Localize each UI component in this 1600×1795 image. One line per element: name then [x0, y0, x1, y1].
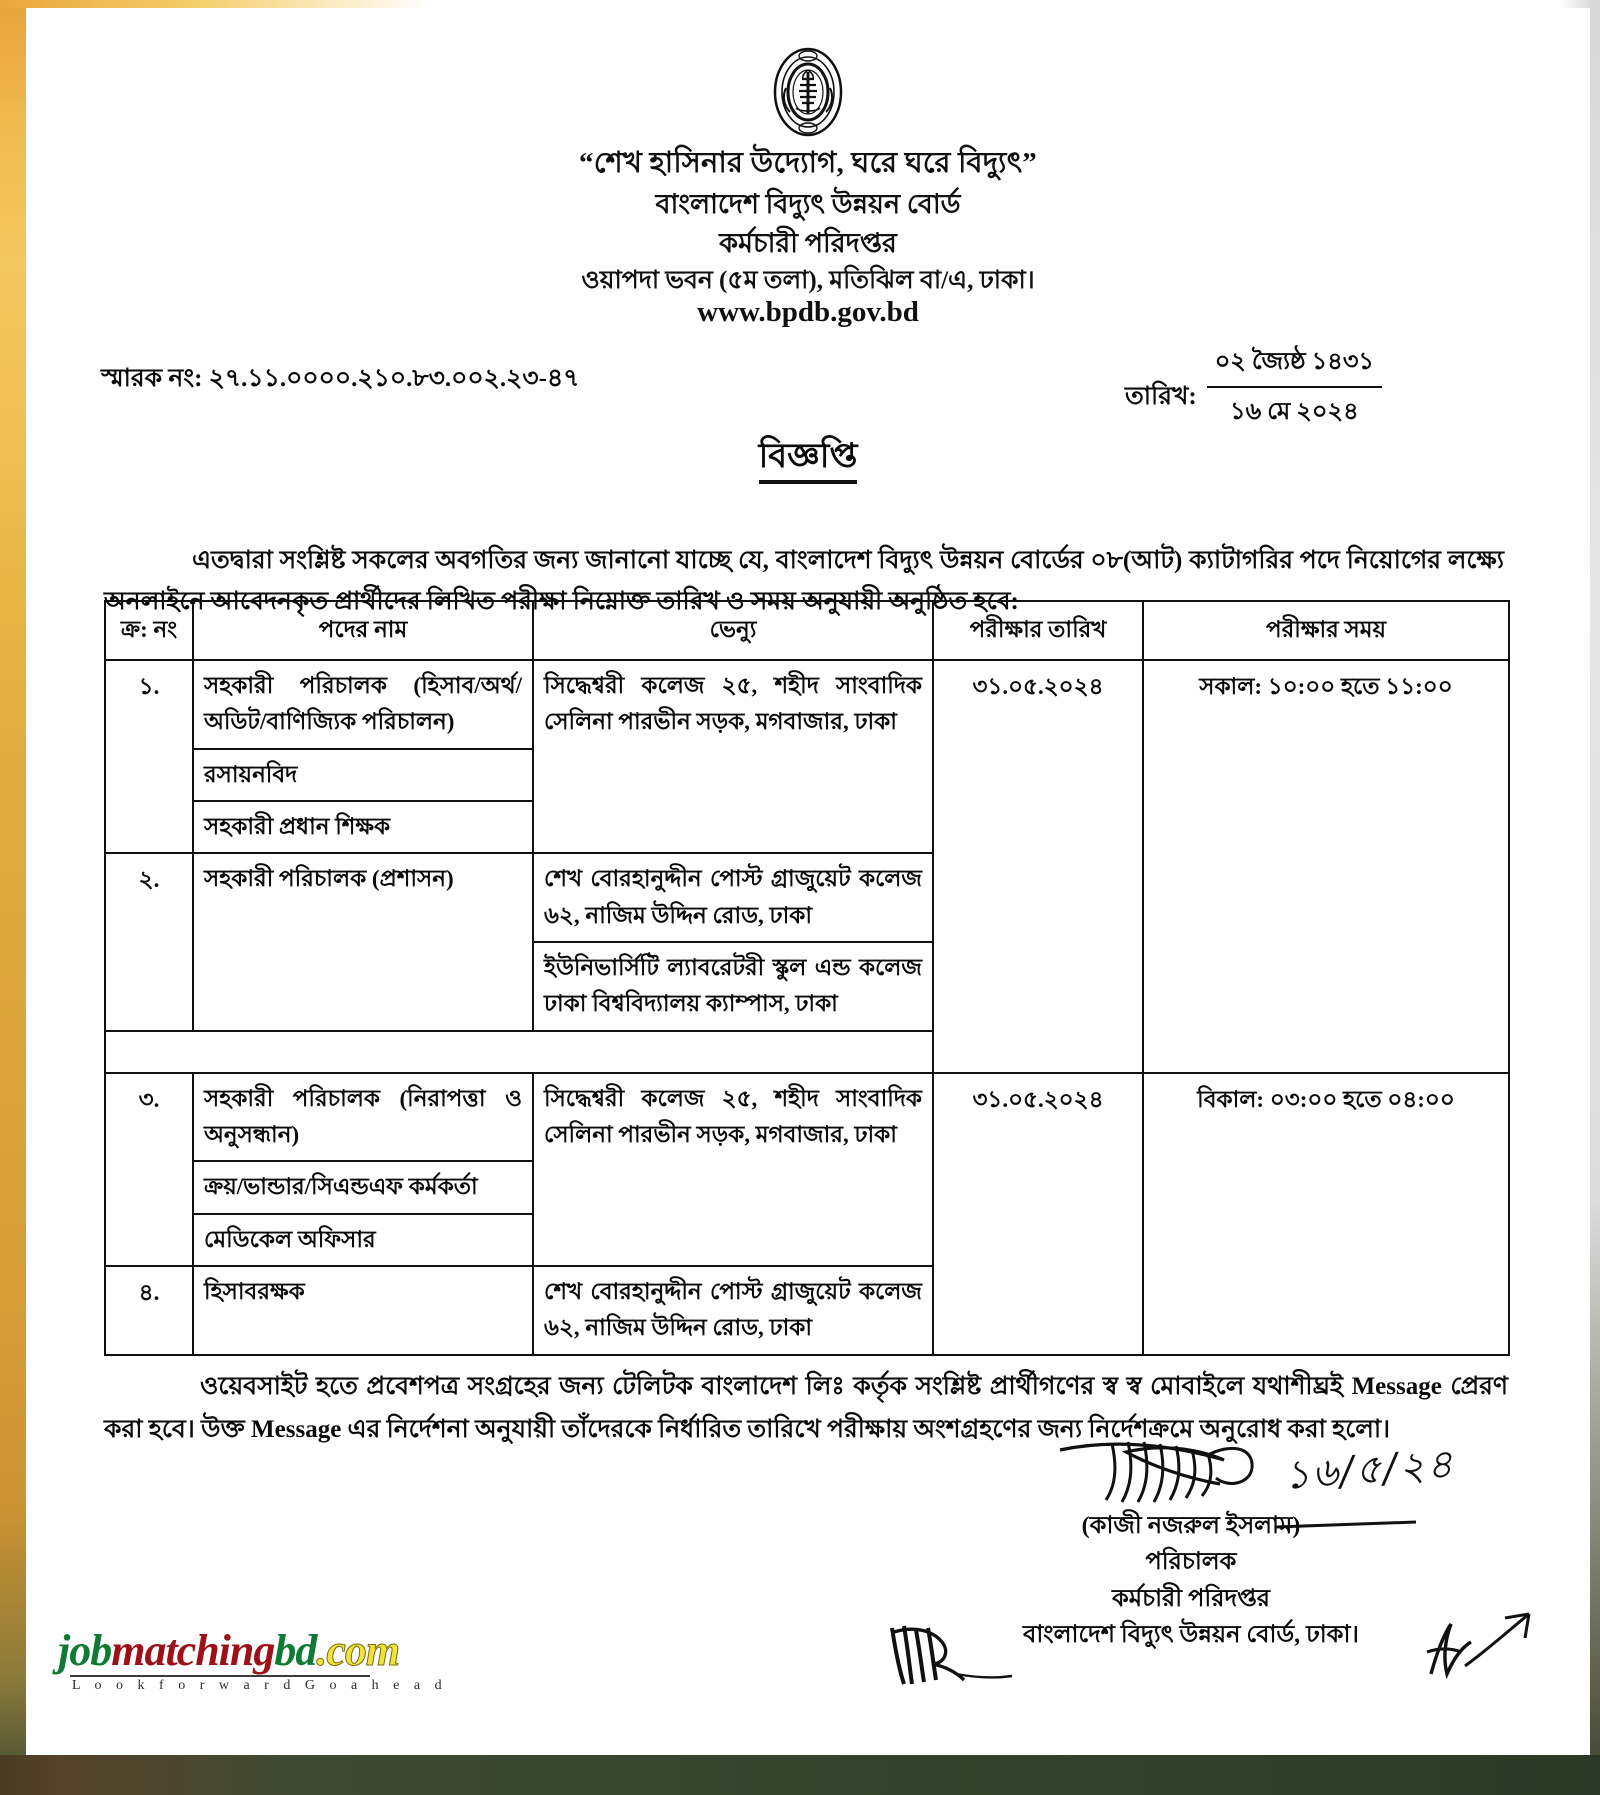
closing-message-word-1: Message [1351, 1373, 1442, 1400]
cell-time-group-1: সকাল: ১০:০০ হতে ১১:০০ [1143, 660, 1509, 1073]
watermark-part-matching: matching [111, 1626, 275, 1675]
signature-mark-secondary [886, 1620, 1016, 1690]
organization-name: বাংলাদেশ বিদ্যুৎ উন্নয়ন বোর্ড [655, 189, 961, 219]
cell-time-group-2: বিকাল: ০৩:০০ হতে ০৪:০০ [1143, 1073, 1509, 1355]
page-border-bottom [0, 1755, 1600, 1795]
cell-venue-4: শেখ বোরহানুদ্দীন পোস্ট গ্রাজুয়েট কলেজ ৬২, নাজিম উদ্দিন রোড, ঢাকা [533, 1266, 933, 1355]
document-page [26, 8, 1590, 1755]
cell-serial-2: ২. [105, 853, 193, 1030]
cell-serial-4: ৪. [105, 1266, 193, 1355]
cell-venue-1: সিদ্ধেশ্বরী কলেজ ২৫, শহীদ সাংবাদিক সেলিনা পারভীন সড়ক, মগবাজার, ঢাকা [533, 660, 933, 853]
closing-paragraph [104, 1365, 1508, 1451]
notice-title-text: বিজ্ঞপ্তি [759, 438, 858, 484]
table-body [105, 660, 1509, 1355]
department-name: কর্মচারী পরিদপ্তর [719, 228, 897, 258]
date-gregorian: ১৬ মে ২০২৪ [1230, 399, 1359, 425]
signature-handwritten-date: ১৬/৫/২৪ [1282, 1441, 1457, 1499]
closing-text-1: ওয়েবসাইট হতে প্রবেশপত্র সংগ্রহের জন্য টেলিটক বাংলাদেশ লিঃ কর্তৃক সংশ্লিষ্ট প্রার্থীগণের স্ব স্ব মোবাইলে যথাশীঘ্রই [200, 1373, 1352, 1400]
closing-text-3: এর নির্দেশনা অনুযায়ী তাঁদেরকে নির্ধারিত তারিখে পরীক্ষায় অংশগ্রহণের জন্য নির্দেশক্রমে অনুরোধ করা হলো। [341, 1416, 1391, 1443]
cell-post-1a: সহকারী পরিচালক (হিসাব/অর্থ/ অডিট/বাণিজ্যিক পরিচালন) [193, 660, 533, 749]
national-emblem-icon [772, 46, 844, 138]
watermark-wordmark [58, 1626, 447, 1675]
page-border-left [0, 0, 26, 1795]
watermark-part-job: job [58, 1626, 112, 1675]
cell-date-group-2: ৩১.০৫.২০২৪ [933, 1073, 1143, 1355]
signatory-name: (কাজী নজরুল ইসলাম) [1081, 1513, 1301, 1539]
intro-paragraph: এতদ্বারা সংশ্লিষ্ট সকলের অবগতির জন্য জানানো যাচ্ছে যে, বাংলাদেশ বিদ্যুৎ উন্নয়ন বোর্ডের ০৮(আট) ক্যাটাগরির পদে নিয়োগের লক্ষ্যে অনলাইনে আবেদনকৃত প্রার্থীদের লিখিত পরীক্ষা নিম্নোক্ত তারিখ ও সময় অনুযায়ী অনুষ্ঠিত হবে: [104, 547, 1504, 615]
date-stack [1207, 343, 1382, 433]
signature-mark-tertiary [1421, 1608, 1541, 1688]
date-label: তারিখ: [1125, 382, 1197, 410]
document-slogan: “শেখ হাসিনার উদ্যোগ, ঘরে ঘরে বিদ্যুৎ” [579, 147, 1037, 179]
table-row [105, 660, 1509, 749]
memo-number: স্মারক নং: ২৭.১১.০০০০.২১০.৮৩.০০২.২৩-৪৭ [101, 365, 580, 392]
cell-post-2a: সহকারী পরিচালক (প্রশাসন) [193, 853, 533, 1030]
col-header-serial: ক্র: নং [105, 601, 193, 660]
cell-post-3a: সহকারী পরিচালক (নিরাপত্তা ও অনুসন্ধান) [193, 1073, 533, 1162]
cell-venue-2b: ইউনিভার্সিটি ল্যাবরেটরী স্কুল এন্ড কলেজ ঢাকা বিশ্ববিদ্যালয় ক্যাম্পাস, ঢাকা [533, 942, 933, 1031]
page-border-top [0, 0, 1600, 8]
col-header-time: পরীক্ষার সময় [1143, 601, 1509, 660]
separator-left [105, 1031, 933, 1073]
cell-date-group-1: ৩১.০৫.২০২৪ [933, 660, 1143, 1073]
cell-venue-2a: শেখ বোরহানুদ্দীন পোস্ট গ্রাজুয়েট কলেজ ৬২, নাজিম উদ্দিন রোড, ঢাকা [533, 853, 933, 942]
watermark-part-bd: bd [274, 1626, 317, 1675]
website-url[interactable]: www.bpdb.gov.bd [697, 296, 919, 328]
watermark-part-com: .com [316, 1626, 400, 1675]
office-address: ওয়াপদা ভবন (৫ম তলা), মতিঝিল বা/এ, ঢাকা। [581, 267, 1035, 294]
cell-post-4a: হিসাবরক্ষক [193, 1266, 533, 1355]
cell-post-1c: সহকারী প্রধান শিক্ষক [193, 801, 533, 853]
watermark-divider [70, 1675, 370, 1677]
document-content [26, 8, 1590, 1755]
col-header-venue: ভেন্যু [533, 601, 933, 660]
document-date-block [1125, 343, 1382, 433]
table-head [105, 601, 1509, 660]
page-border-right [1590, 0, 1600, 1795]
closing-text-2: প্রেরণ করা হবে। উক্ত [104, 1373, 1508, 1443]
cell-post-3c: মেডিকেল অফিসার [193, 1214, 533, 1266]
page-title [26, 430, 1590, 487]
cell-post-1b: রসায়নবিদ [193, 749, 533, 801]
signature-block [956, 1508, 1426, 1654]
government-emblem-wrap [26, 46, 1590, 138]
cell-venue-3: সিদ্ধেশ্বরী কলেজ ২৫, শহীদ সাংবাদিক সেলিনা পারভীন সড়ক, মগবাজার, ঢাকা [533, 1073, 933, 1266]
watermark-tagline: L o o k f o r w a r d G o a h e a d [72, 1678, 448, 1693]
signatory-designation: পরিচালক [1145, 1549, 1237, 1576]
exam-schedule-table [104, 600, 1510, 1356]
signatory-office: কর্মচারী পরিদপ্তর [1112, 1585, 1270, 1612]
date-bangla-calendar: ০২ জ্যৈষ্ঠ ১৪৩১ [1207, 343, 1382, 388]
table-row [105, 1073, 1509, 1162]
table-header-row [105, 601, 1509, 660]
col-header-post: পদের নাম [193, 601, 533, 660]
col-header-date: পরীক্ষার তারিখ [933, 601, 1143, 660]
cell-post-3b: ক্রয়/ভান্ডার/সিএন্ডএফ কর্মকর্তা [193, 1161, 533, 1213]
signatory-organization: বাংলাদেশ বিদ্যুৎ উন্নয়ন বোর্ড, ঢাকা। [1022, 1622, 1359, 1649]
site-watermark-logo [58, 1626, 448, 1693]
cell-serial-3: ৩. [105, 1073, 193, 1266]
cell-serial-1: ১. [105, 660, 193, 853]
closing-message-word-2: Message [251, 1416, 342, 1443]
